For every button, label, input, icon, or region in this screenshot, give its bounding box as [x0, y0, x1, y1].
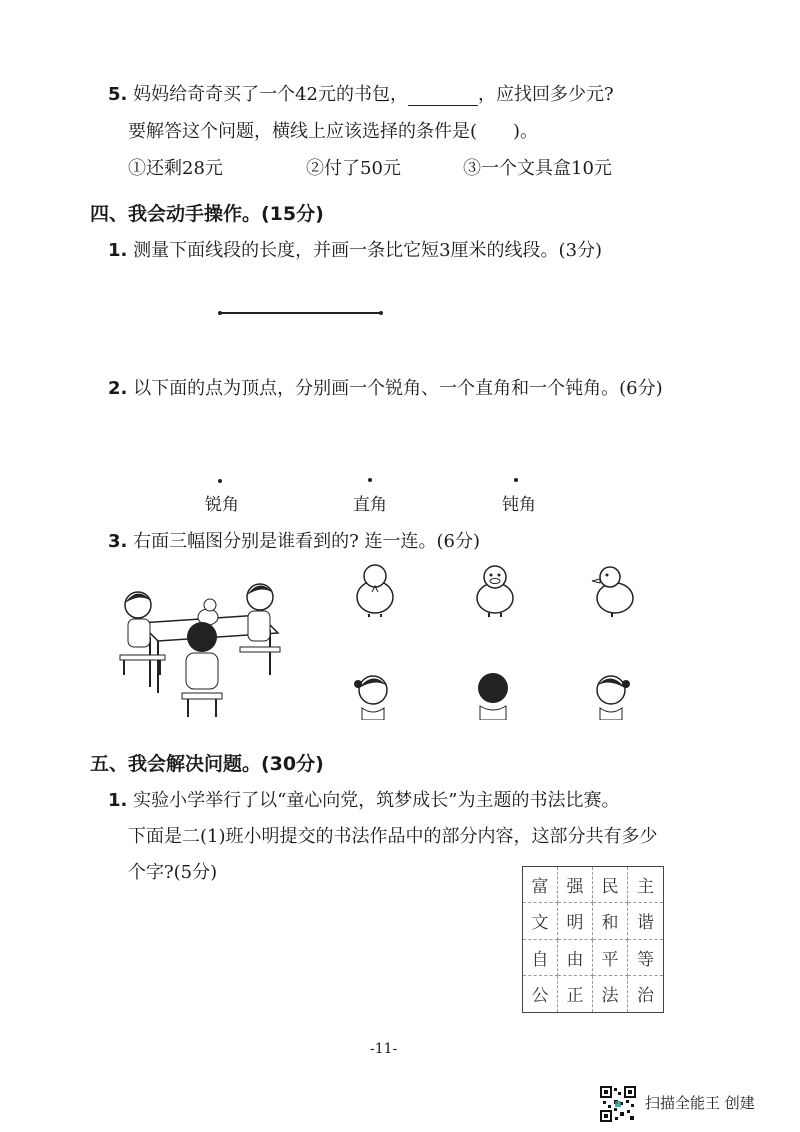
- vertex-dot-acute[interactable]: [218, 479, 222, 483]
- q5-option-3: ③一个文具盒10元: [463, 158, 612, 179]
- vertex-dot-obtuse[interactable]: [514, 478, 518, 482]
- q5-line2: [128, 117, 538, 143]
- q5-prompt: 要解答这个问题，横线上应该选择的条件是(: [128, 121, 478, 142]
- s4-q2-number: 2.: [108, 378, 128, 399]
- grid-cell: 明: [558, 903, 593, 939]
- scanner-brand-text: 扫描全能王 创建: [645, 1094, 755, 1112]
- s5-q1-line2: 下面是二(1)班小明提交的书法作品中的部分内容，这部分共有多少: [128, 826, 658, 847]
- s4-q3-number: 3.: [108, 531, 128, 552]
- s5-q1-line1: [108, 786, 620, 812]
- child-view-1[interactable]: [352, 670, 394, 720]
- s4-q3: [108, 527, 480, 553]
- grid-cell: 自: [523, 940, 558, 976]
- label-acute-angle: 锐角: [205, 495, 239, 515]
- s5-q1-line3: 个字?(5分): [128, 862, 218, 883]
- grid-cell: 正: [558, 976, 593, 1012]
- s4-q2: [108, 374, 663, 400]
- child-view-3[interactable]: [590, 670, 632, 720]
- grid-cell: 文: [523, 903, 558, 939]
- label-right-angle: 直角: [353, 495, 387, 515]
- q5-blank[interactable]: [408, 85, 478, 106]
- s4-q2-text: 以下面的点为顶点，分别画一个锐角、一个直角和一个钝角。(6分): [133, 378, 663, 399]
- grid-cell: 主: [628, 867, 663, 903]
- section5-title: 五、我会解决问题。(30分): [90, 753, 324, 775]
- page-number: -11-: [370, 1041, 398, 1057]
- q5-option-2: ②付了50元: [306, 158, 401, 179]
- grid-cell: 等: [628, 940, 663, 976]
- s4-q1: [108, 236, 602, 262]
- s5-q1-number: 1.: [108, 790, 128, 811]
- grid-cell: 谐: [628, 903, 663, 939]
- vertex-dot-right[interactable]: [368, 478, 372, 482]
- duck-view-3[interactable]: [588, 562, 638, 617]
- calligraphy-grid: [522, 866, 664, 1013]
- label-obtuse-angle: 钝角: [502, 495, 536, 515]
- q5-text-a: 妈妈给奇奇买了一个42元的书包，: [133, 84, 409, 105]
- grid-cell: 民: [593, 867, 628, 903]
- grid-cell: 由: [558, 940, 593, 976]
- q5-number: 5.: [108, 84, 128, 105]
- s5-q1-text1: 实验小学举行了以“童心向党，筑梦成长”为主题的书法比赛。: [133, 790, 620, 811]
- line-segment: [220, 312, 381, 314]
- grid-cell: 治: [637, 986, 654, 1007]
- section4-title: 四、我会动手操作。(15分): [90, 203, 324, 225]
- segment-endpoint-left: [218, 311, 222, 315]
- duck-view-2[interactable]: [470, 562, 520, 617]
- duck-view-1[interactable]: [350, 562, 400, 617]
- qr-code-icon: [600, 1086, 636, 1122]
- grid-cell: 和: [593, 903, 628, 939]
- s4-q1-text: 测量下面线段的长度，并画一条比它短3厘米的线段。(3分): [133, 240, 603, 261]
- q5-prompt-end: )。: [513, 121, 539, 142]
- grid-cell: 平: [593, 940, 628, 976]
- q5-text-b: ，应找回多少元?: [478, 84, 614, 105]
- s4-q3-text: 右面三幅图分别是谁看到的? 连一连。(6分): [133, 531, 480, 552]
- grid-cell: 法: [593, 976, 628, 1012]
- q5-line1: [108, 80, 614, 106]
- grid-cell: 强: [558, 867, 593, 903]
- q5-option-1: ①还剩28元: [128, 158, 223, 179]
- grid-cell: 公: [523, 976, 558, 1012]
- s4-q1-number: 1.: [108, 240, 128, 261]
- scene-illustration: [110, 575, 285, 720]
- grid-cell: 富: [523, 867, 558, 903]
- child-view-2[interactable]: [472, 668, 514, 720]
- segment-endpoint-right: [379, 311, 383, 315]
